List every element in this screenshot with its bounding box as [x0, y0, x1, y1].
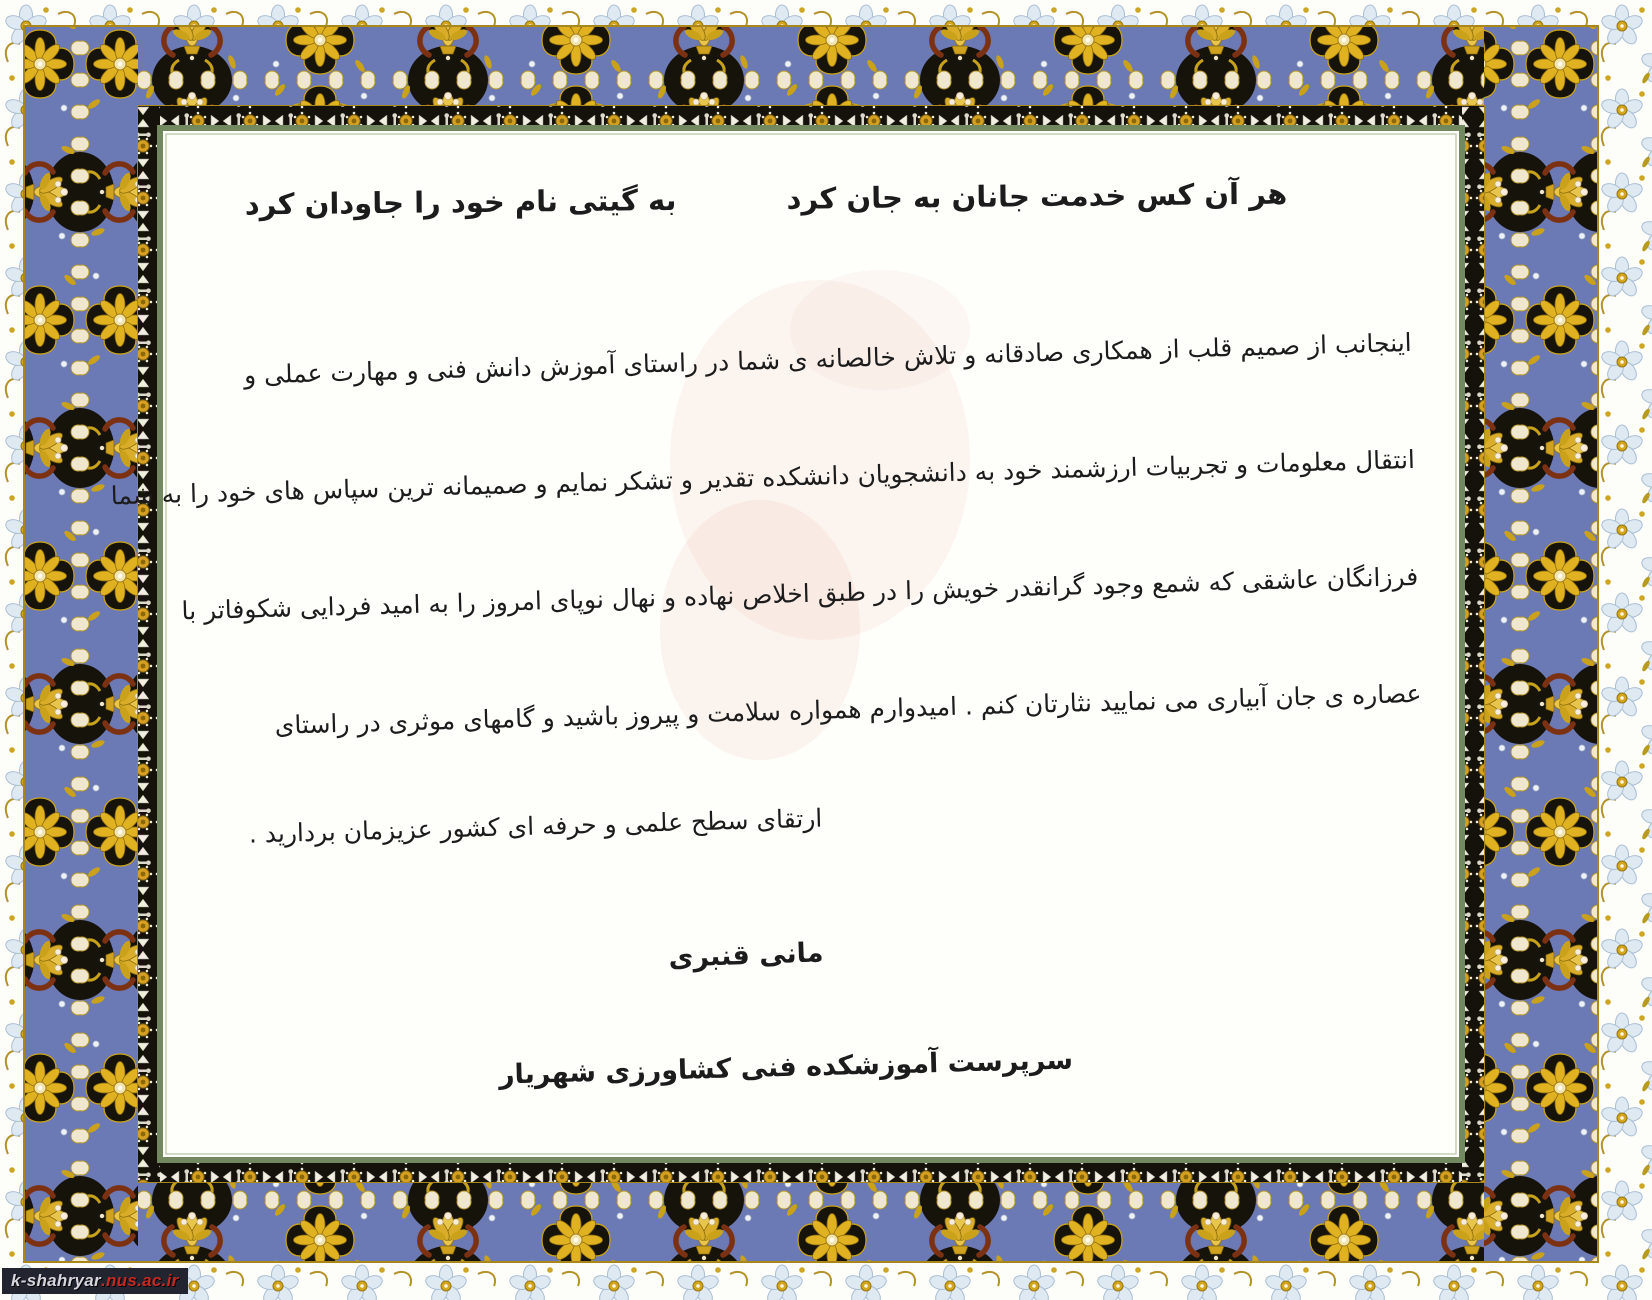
body-line: اینجانب از صمیم قلب از همکاری صادقانه و تلاش خالصانه ی شما در راستای آموزش دانش فنی و مهارت عملی و: [243, 327, 1413, 390]
body-paragraph: [110, 284, 1425, 886]
body-line: فرزانگان عاشقی که شمع وجود گرانقدر خویش را در طبق اخلاص نهاده و نهال نوپای امروز را به امید فردایی شکوفاتر با: [181, 561, 1419, 626]
couplet-right-hemistich: هر آن کس خدمت جانان به جان کرد: [786, 176, 1288, 216]
body-line: ارتقای سطح علمی و حرفه ای کشور عزیزمان بردارید .: [248, 803, 823, 849]
certificate-content: [110, 134, 1456, 1154]
signature-title: سرپرست آموزشکده فنی کشاورزی شهریار: [498, 1044, 1074, 1091]
opening-couplet: [121, 175, 1411, 223]
watermark-prefix: k-shahryar: [11, 1271, 101, 1290]
signature-name: مانی قنبری: [668, 937, 824, 974]
watermark-suffix: .nus.ac.ir: [100, 1271, 179, 1290]
couplet-left-hemistich: به گیتی نام خود را جاودان کرد: [244, 182, 677, 222]
body-line: انتقال معلومات و تجربیات ارزشمند خود به دانشجویان دانشکده تقدیر و تشکر نمایم و صمیمانه ترین سپاس های خود را به شما: [110, 444, 1416, 511]
watermark: [2, 1268, 188, 1294]
body-line: عصاره ی جان آبیاری می نمایید نثارتان کنم . امیدوارم همواره سلامت و پیروز باشید و گامهای موثری در راستای: [274, 678, 1422, 740]
